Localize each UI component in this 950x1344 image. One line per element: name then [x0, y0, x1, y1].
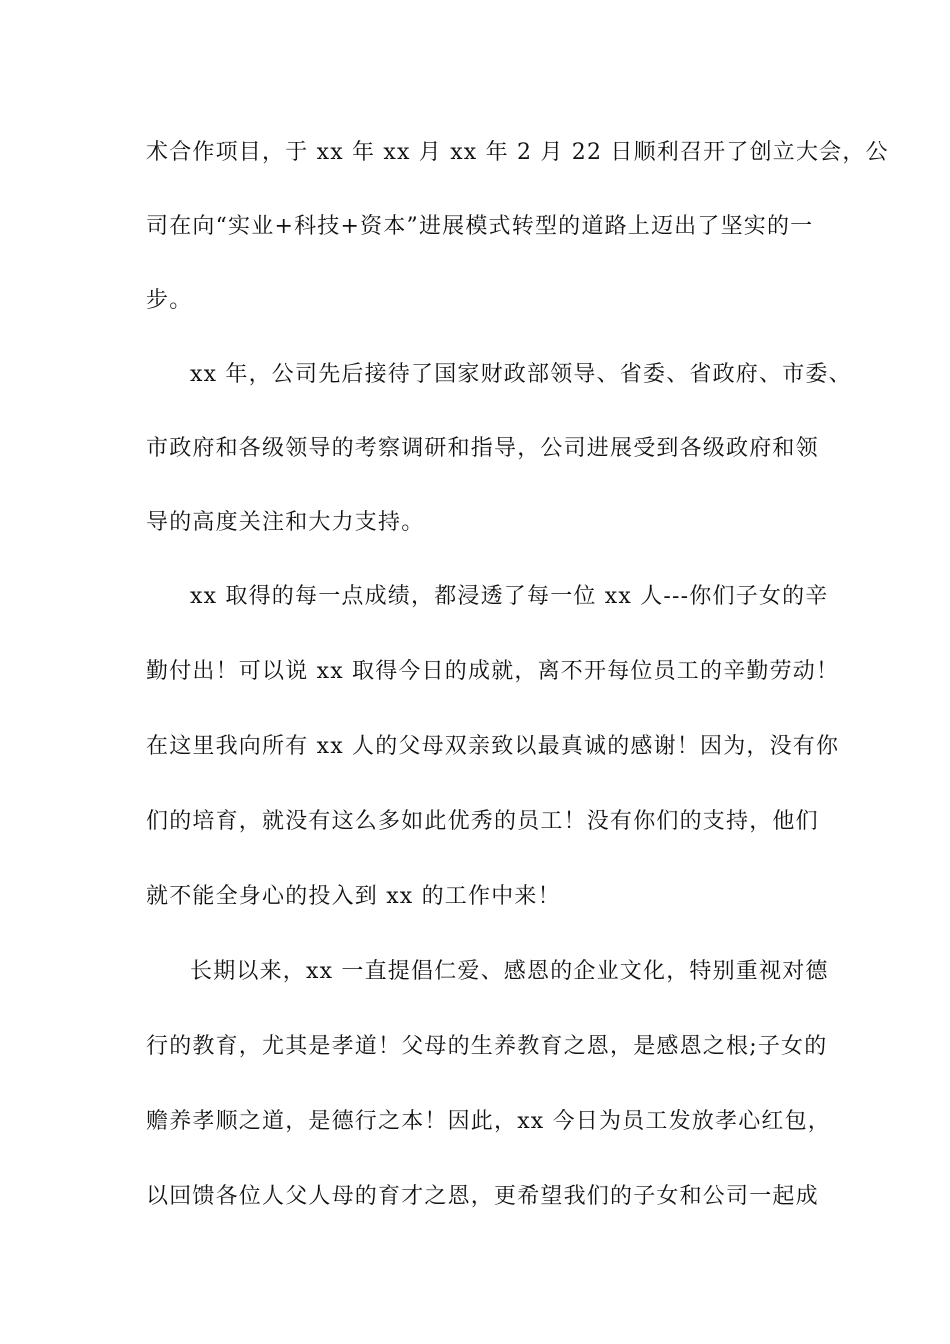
paragraph-3-line-4: 们的培育，就没有这么多如此优秀的员工！没有你们的支持，他们 — [146, 809, 819, 834]
paragraph-2-line-2: 市政府和各级领导的考察调研和指导，公司进展受到各级政府和领 — [146, 436, 819, 461]
paragraph-2-line-3: 导的高度关注和大力支持。 — [146, 510, 425, 535]
paragraph-4-line-4: 以回馈各位人父人母的育才之恩，更希望我们的子女和公司一起成 — [146, 1184, 819, 1209]
paragraph-4-line-3: 赡养孝顺之道，是德行之本！因此，xx 今日为员工发放孝心红包， — [146, 1109, 832, 1134]
paragraph-3-line-2: 勤付出！可以说 xx 取得今日的成就，离不开每位员工的辛勤劳动！ — [146, 659, 840, 684]
paragraph-3-line-5: 就不能全身心的投入到 xx 的工作中来！ — [146, 884, 561, 909]
paragraph-4-line-2: 行的教育，尤其是孝道！父母的生养教育之恩，是感恩之根;子女的 — [146, 1034, 828, 1059]
paragraph-1-line-1: 术合作项目，于 xx 年 xx 月 xx 年 2 月 22 日顺利召开了创立大会，公 — [146, 140, 889, 165]
paragraph-2-line-1: xx 年，公司先后接待了国家财政部领导、省委、省政府、市委、 — [190, 362, 852, 387]
paragraph-3-line-3: 在这里我向所有 xx 人的父母双亲致以最真诚的感谢！因为，没有你 — [146, 734, 840, 759]
paragraph-4-line-1: 长期以来，xx 一直提倡仁爱、感恩的企业文化，特别重视对德 — [190, 959, 829, 984]
paragraph-1-line-2: 司在向“实业+科技+资本”进展模式转型的道路上迈出了坚实的一 — [146, 214, 814, 239]
paragraph-3-line-1: xx 取得的每一点成绩，都浸透了每一位 xx 人---你们子女的辛 — [190, 584, 829, 609]
paragraph-1-line-3: 步。 — [146, 288, 193, 313]
